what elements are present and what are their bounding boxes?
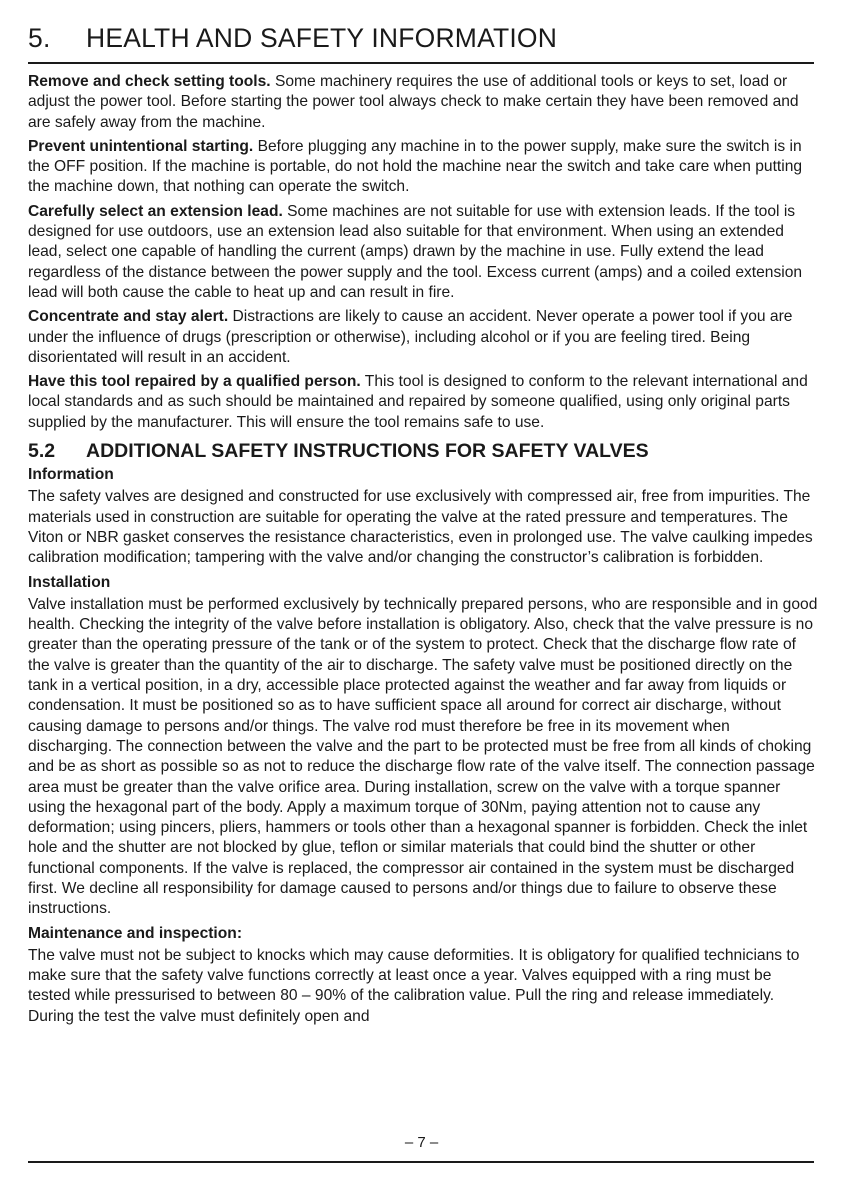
subsection-heading <box>28 439 818 463</box>
heading-rule <box>28 62 814 64</box>
information-heading: Information <box>28 466 114 484</box>
section-title: HEALTH AND SAFETY INFORMATION <box>86 23 558 53</box>
installation-heading: Installation <box>28 573 111 591</box>
paragraph-concentrate: Concentrate and stay alert. Distractions are likely to cause an accident. Never operate a power tool if you are under the influence of drugs (prescription or otherwise), including alcohol or if you are feeling tired. Being disorientated will result in an accident. <box>28 308 793 366</box>
page-number: – 7 – <box>404 1134 439 1151</box>
footer-rule <box>28 1161 814 1163</box>
paragraph-remove-tools: Remove and check setting tools. Some machinery requires the use of additional tools or keys to set, load or adjust the power tool. Before starting the power tool always check to make certain they have been removed and are safely away from the machine. <box>28 73 799 131</box>
document-page <box>28 22 818 1031</box>
paragraph-prevent-starting: Prevent unintentional starting. Before plugging any machine in to the power supply, make sure the switch is in the OFF position. If the machine is portable, do not hold the machine near the switch and take care when putting the machine down, that nothing can operate the switch. <box>28 137 803 196</box>
paragraph-repair: Have this tool repaired by a qualified person. This tool is designed to conform to the relevant international and local standards and as such should be maintained and repaired by someone qualified, using only original parts supplied by the manufacturer. This will ensure the tool remains safe to use. <box>28 373 808 431</box>
information-text: The safety valves are designed and constructed for use exclusively with compressed air, free from impurities. The materials used in construction are suitable for operating the valve at the rated pressure and temperatures. The Viton or NBR gasket conserves the resistance characteristics, even in prolonged use. The valve caulking impedes calibration modification; tampering with the valve and/or changing the constructor’s calibration is forbidden. <box>28 488 813 567</box>
section-heading <box>28 22 818 60</box>
section-number: 5. <box>28 23 51 53</box>
maintenance-text: The valve must not be subject to knocks which may cause deformities. It is obligatory for qualified technicians to make sure that the safety valve functions correctly at least once a year. Valves equipped with a ring must be tested while pressurised to between 80 – 90% of the calibration value. Pull the ring and release immediately. During the test the valve must definitely open and <box>28 946 800 1025</box>
installation-text: Valve installation must be performed exclusively by technically prepared persons, who are responsible and in good health. Checking the integrity of the valve before installation is obligatory. Also, check that the valve pressure is no greater than the operating pressure of the tank or of the system to protect. Check that the discharge flow rate of the valve is greater than the quantity of the air to discharge. The safety valve must be positioned directly on the tank in a vertical position, in a dry, accessible place protected against the weather and far away from liquids or condensation. It must be positioned so as to have sufficient space all around for correct air discharge, without causing damage to persons and/or things. The valve rod must therefore be free in its movement when discharging. The connection between the valve and the part to be protected must be free from all kinds of choking and be as short as possible so as not to reduce the discharge flow rate of the valve itself. The connection passage area must be greater than the valve orifice area. During installation, screw on the valve with a torque spanner using the hexagonal part of the body. Apply a maximum torque of 30Nm, paying attention not to cause any deformation; using pincers, pliers, hammers or tools other than a hexagonal spanner is forbidden. Check the inlet hole and the shutter are not blocked by glue, teflon or similar materials that could bind the shutter or other functional components. If the valve is replaced, the compressor air contained in the system must be discharged first. We decline all responsibility for damage caused to persons and/or things due to failure to observe these instructions. <box>28 595 818 918</box>
maintenance-heading: Maintenance and inspection: <box>28 924 243 942</box>
subsection-title: ADDITIONAL SAFETY INSTRUCTIONS FOR SAFETY VALVES <box>86 440 649 463</box>
paragraph-extension-lead: Carefully select an extension lead. Some machines are not suitable for use with extension leads. If the tool is designed for use outdoors, use an extension lead also suitable for that environment. When using an extended lead, select one capable of handling the current (amps) drawn by the machine in use. Fully extend the lead regardless of the distance between the power supply and the tool. Excess current (amps) and a coiled extension lead will both cause the cable to heat up and can result in fire. <box>28 202 803 301</box>
subsection-number: 5.2 <box>28 440 56 463</box>
